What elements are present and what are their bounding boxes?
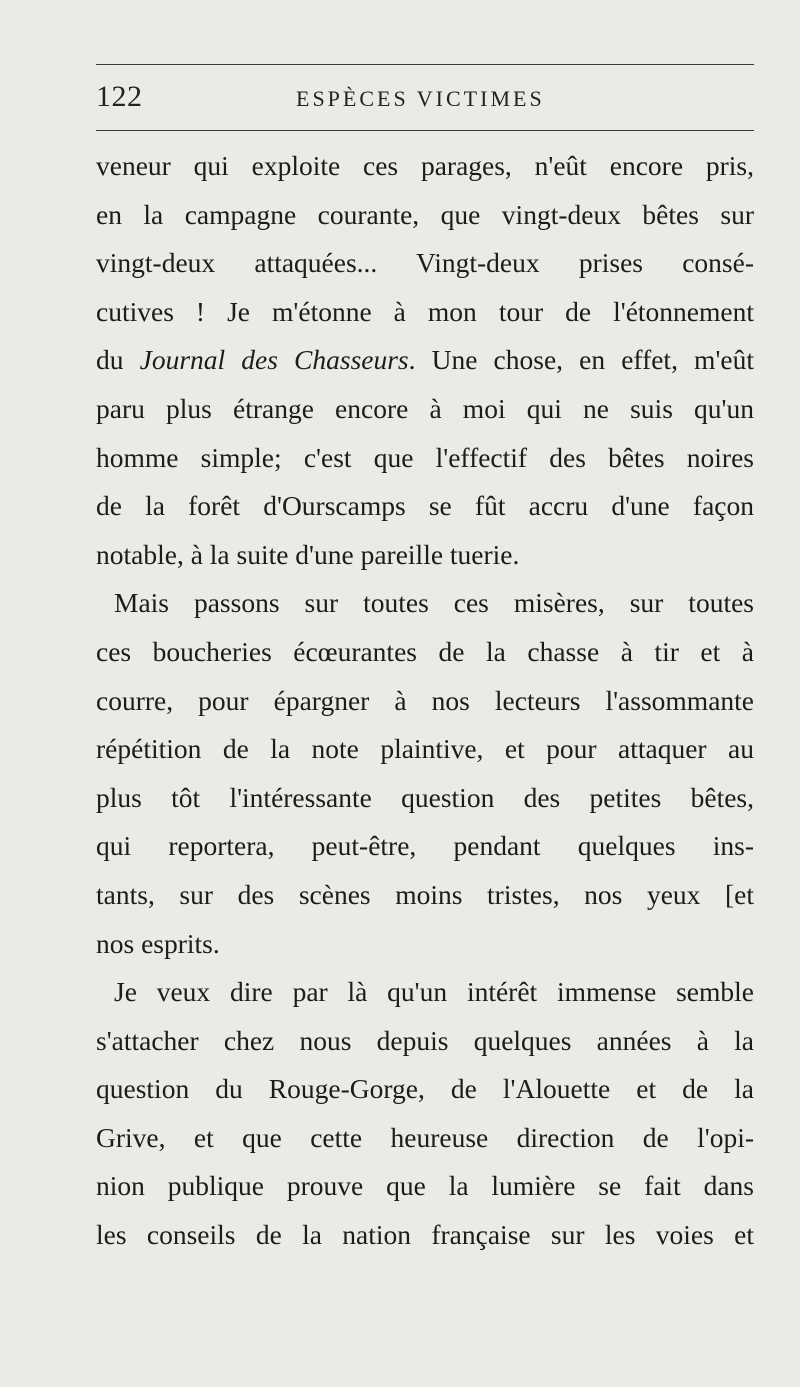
text-line: courre, pour épargner à nos lecteurs l'assommante bbox=[96, 684, 754, 716]
text-line: répétition de la note plaintive, et pour attaquer au bbox=[96, 733, 754, 765]
text-line: vingt-deux attaquées... Vingt-deux prises consé- bbox=[96, 247, 754, 279]
text-line: question du Rouge-Gorge, de l'Alouette et de la bbox=[96, 1073, 754, 1105]
page-number: 122 bbox=[96, 80, 143, 113]
text-line: nion publique prouve que la lumière se fait dans bbox=[96, 1170, 754, 1202]
text-line: notable, à la suite d'une pareille tuerie. bbox=[96, 538, 520, 570]
header-top-rule bbox=[96, 64, 754, 65]
text-line: homme simple; c'est que l'effectif des bêtes noires bbox=[96, 441, 754, 473]
text-line: paru plus étrange encore à moi qui ne suis qu'un bbox=[96, 392, 754, 424]
text-line: s'attacher chez nous depuis quelques années à la bbox=[96, 1024, 754, 1056]
header-bottom-rule bbox=[96, 130, 754, 131]
text-line: qui reportera, peut-être, pendant quelques ins- bbox=[96, 830, 754, 862]
text-line: plus tôt l'intéressante question des petites bêtes, bbox=[96, 781, 754, 813]
text-line: en la campagne courante, que vingt-deux bêtes sur bbox=[96, 198, 754, 230]
running-head bbox=[96, 78, 754, 122]
text-line: tants, sur des scènes moins tristes, nos yeux [et bbox=[96, 878, 754, 910]
text-line: veneur qui exploite ces parages, n'eût encore pris, bbox=[96, 150, 754, 181]
text-run: du bbox=[96, 344, 140, 376]
text-line: ces boucheries écœurantes de la chasse à tir et à bbox=[96, 635, 754, 667]
running-title: ESPÈCES VICTIMES bbox=[296, 86, 545, 111]
journal-title: Journal des Chasseurs bbox=[139, 344, 409, 376]
text-line: Je veux dire par là qu'un intérêt immense semble bbox=[114, 976, 754, 1008]
text-line bbox=[96, 336, 754, 385]
text-line: Grive, et que cette heureuse direction de l'opi- bbox=[96, 1121, 754, 1153]
text-line: les conseils de la nation française sur les voies et bbox=[96, 1219, 754, 1251]
text-line: cutives ! Je m'étonne à mon tour de l'étonnement bbox=[96, 295, 754, 327]
body-text bbox=[96, 142, 754, 1260]
text-line: de la forêt d'Ourscamps se fût accru d'une façon bbox=[96, 490, 754, 522]
text-line: nos esprits. bbox=[96, 927, 220, 959]
text-run: . Une chose, en effet, m'eût bbox=[408, 344, 754, 376]
text-line: Mais passons sur toutes ces misères, sur toutes bbox=[114, 587, 754, 619]
